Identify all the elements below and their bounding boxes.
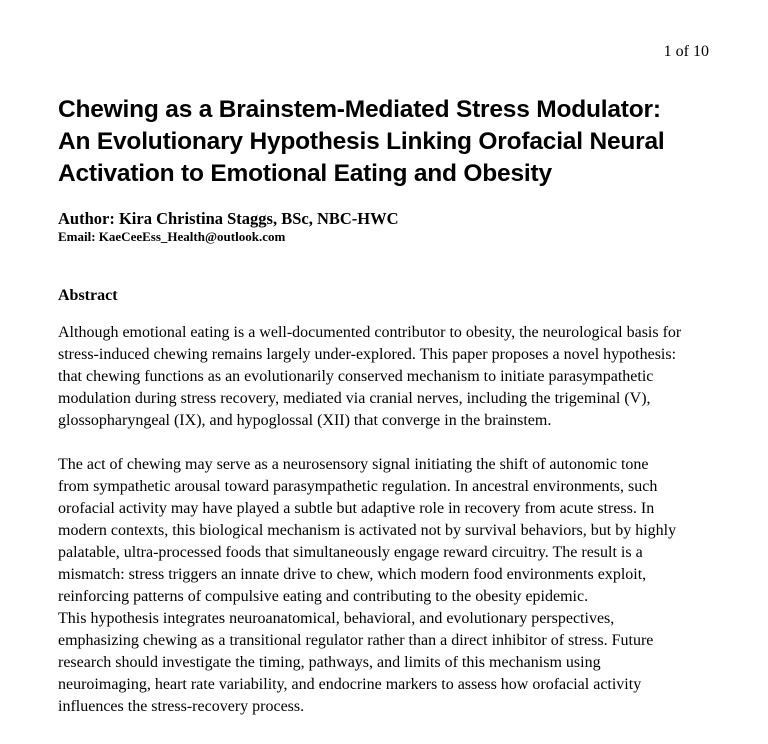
paragraph-line: mismatch: stress triggers an innate drive to chew, which modern food environments exploit, (58, 566, 647, 583)
paragraph-line: This hypothesis integrates neuroanatomical, behavioral, and evolutionary perspectives, (58, 610, 615, 627)
author-email: Email: KaeCeeEss_Health@outlook.com (58, 229, 286, 244)
abstract-paragraph (58, 322, 681, 432)
paragraph-line: influences the stress-recovery process. (58, 698, 305, 715)
paragraph-line: that chewing functions as an evolutionarily conserved mechanism to initiate parasympathetic (58, 368, 654, 385)
paragraph-line: modulation during stress recovery, mediated via cranial nerves, including the trigeminal (V), (58, 390, 651, 407)
paragraph-line: glossopharyngeal (IX), and hypoglossal (XII) that converge in the brainstem. (58, 412, 552, 429)
title-line: An Evolutionary Hypothesis Linking Orofacial Neural (58, 128, 665, 155)
title-line: Activation to Emotional Eating and Obesity (58, 160, 552, 187)
abstract-paragraph (58, 608, 653, 718)
paragraph-line: modern contexts, this biological mechanism is activated not by survival behaviors, but by highly (58, 522, 677, 539)
paragraph-line: neuroimaging, heart rate variability, and endocrine markers to assess how orofacial activity (58, 676, 642, 693)
author: Author: Kira Christina Staggs, BSc, NBC-HWC (58, 209, 399, 228)
paper-title (58, 94, 665, 190)
abstract-paragraph (58, 454, 676, 608)
paragraph-line: reinforcing patterns of compulsive eating and contributing to the obesity epidemic. (58, 588, 589, 605)
paragraph-line: orofacial activity may have played a subtle but adaptive role in recovery from acute stress. In (58, 500, 655, 517)
paragraph-line: research should investigate the timing, pathways, and limits of this mechanism using (58, 654, 601, 671)
paragraph-line: Although emotional eating is a well-documented contributor to obesity, the neurological basis for (58, 324, 682, 341)
paragraph-line: palatable, ultra-processed foods that simultaneously engage reward circuitry. The result is a (58, 544, 643, 561)
paragraph-line: The act of chewing may serve as a neurosensory signal initiating the shift of autonomic tone (58, 456, 649, 473)
abstract-heading: Abstract (58, 287, 118, 304)
paragraph-line: stress-induced chewing remains largely under-explored. This paper proposes a novel hypothesis: (58, 346, 677, 363)
title-line: Chewing as a Brainstem-Mediated Stress Modulator: (58, 96, 661, 123)
page-number: 1 of 10 (663, 43, 709, 60)
paragraph-line: emphasizing chewing as a transitional regulator rather than a direct inhibitor of stress. Future (58, 632, 654, 649)
paragraph-line: from sympathetic arousal toward parasympathetic regulation. In ancestral environments, such (58, 478, 658, 495)
